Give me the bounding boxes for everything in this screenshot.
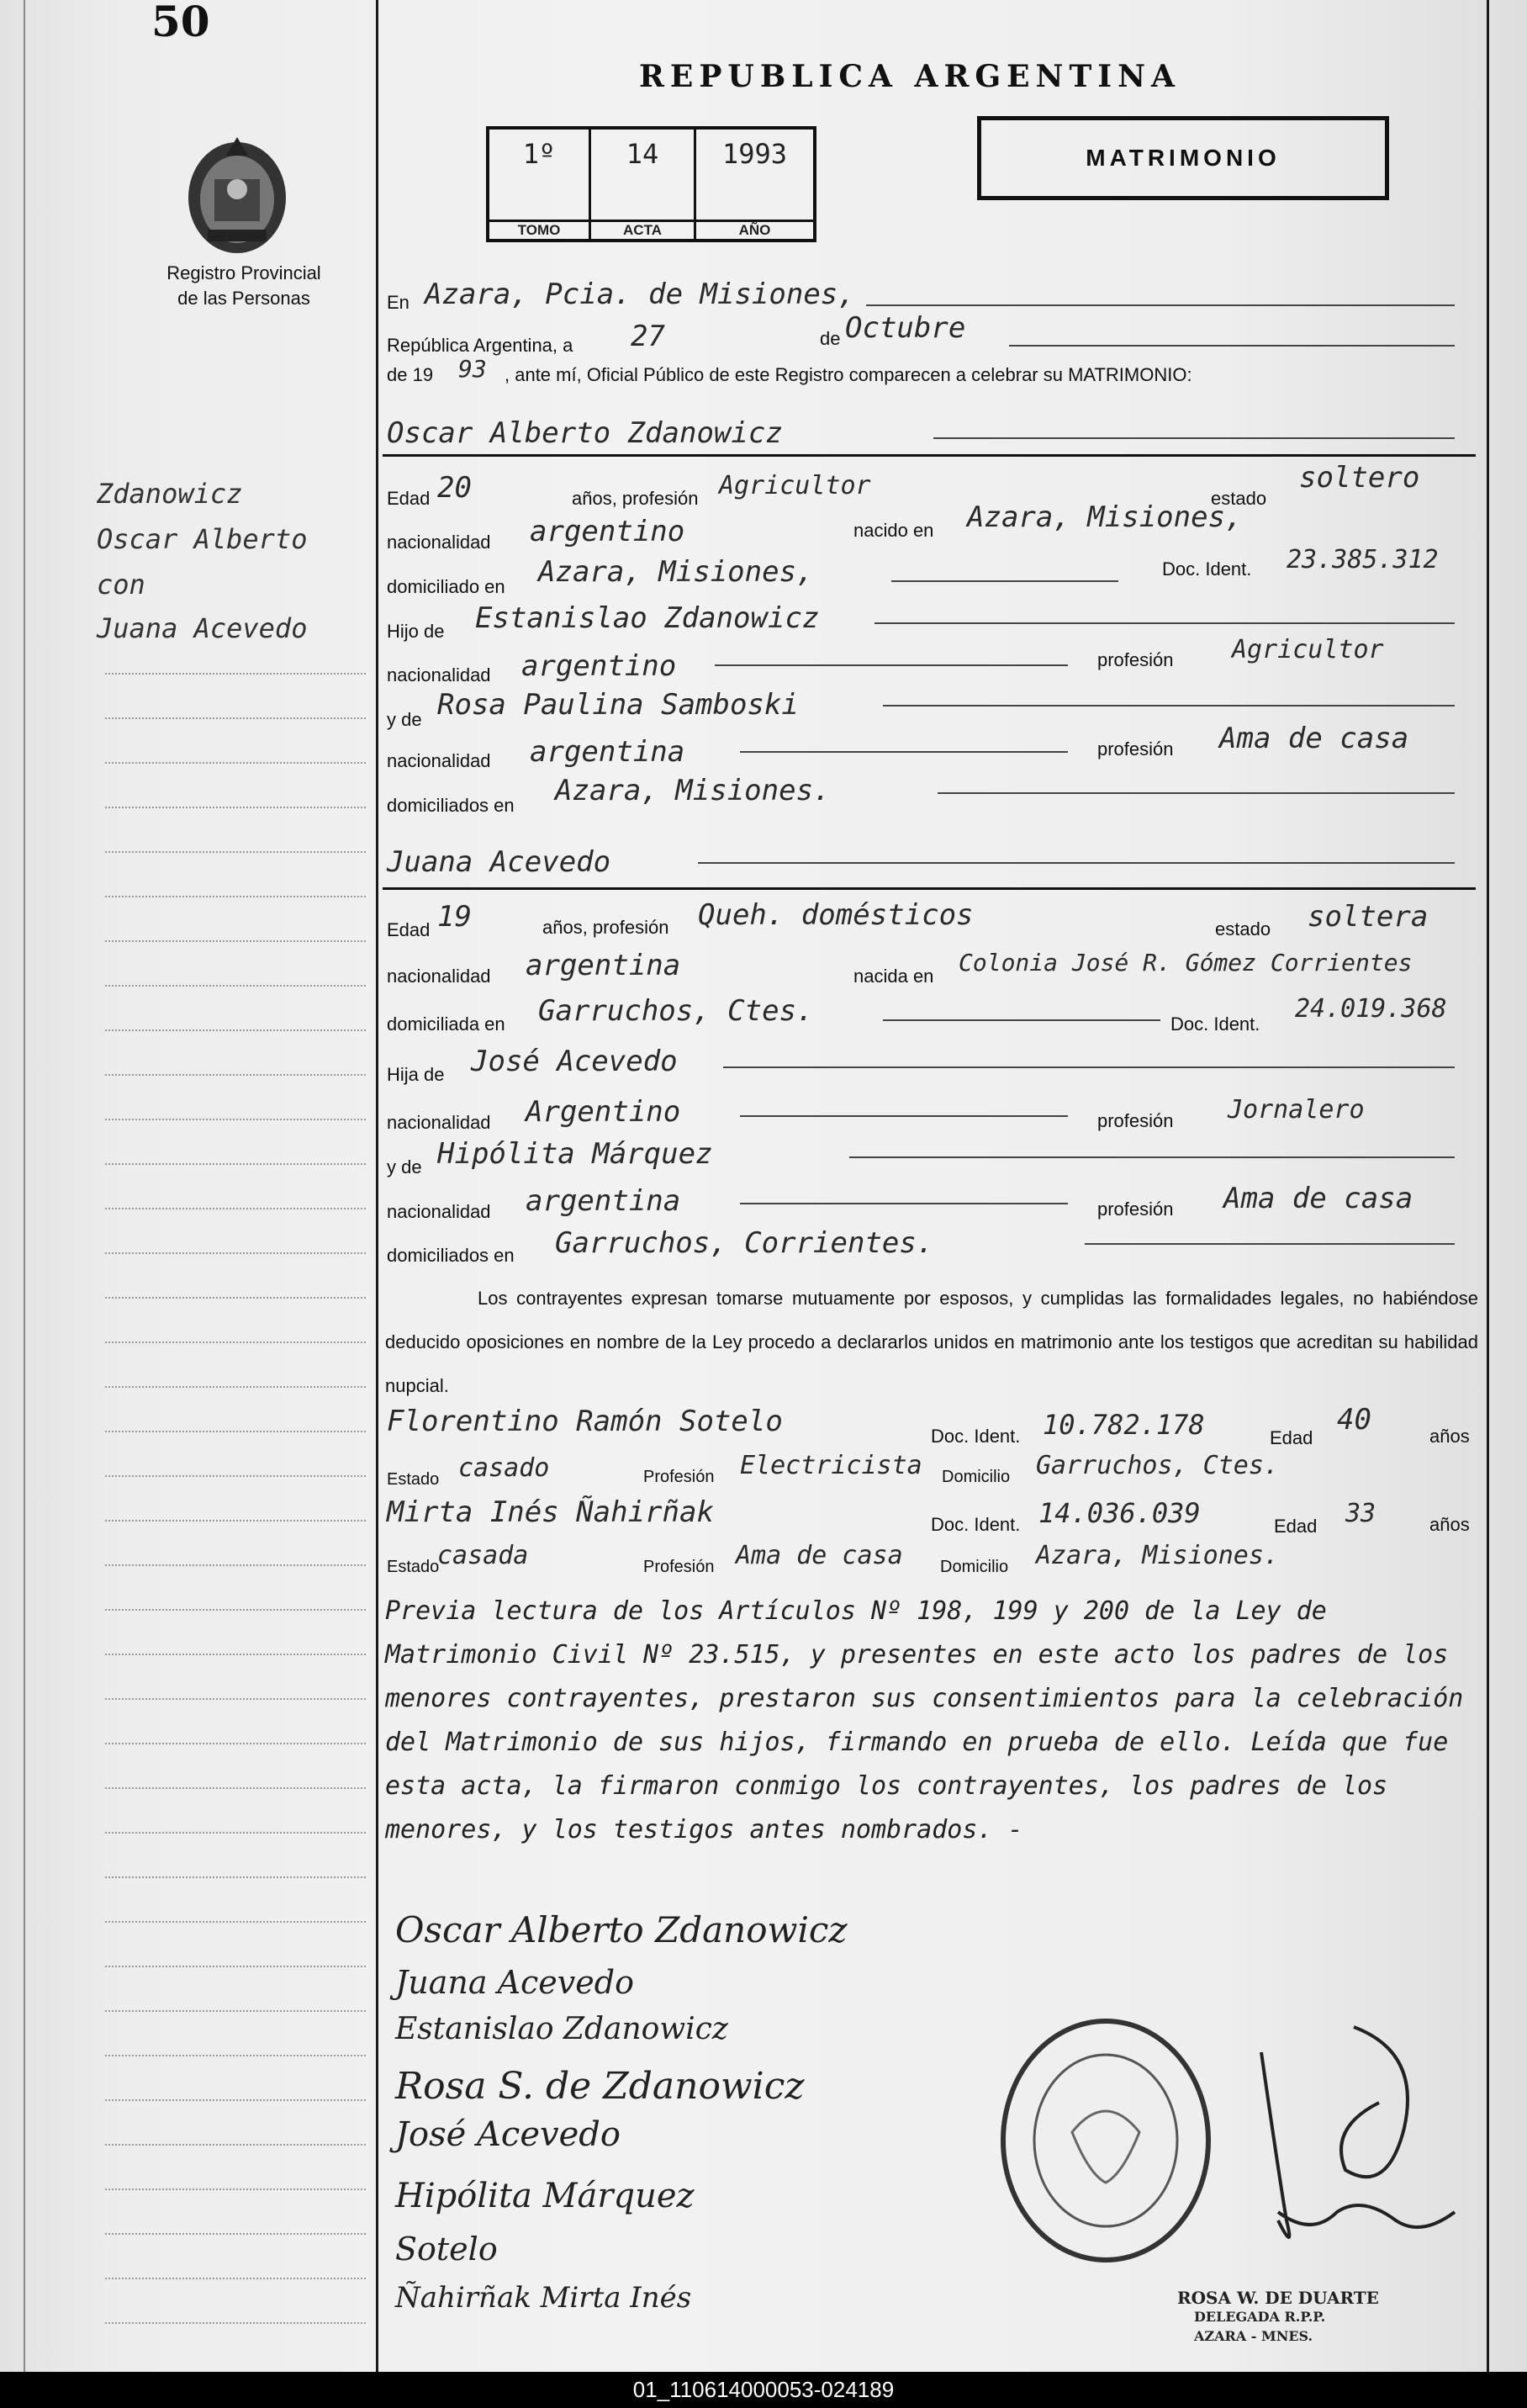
witness2-prof-label: Profesión [643,1558,715,1576]
groom-name: Oscar Alberto Zdanowicz [387,416,783,450]
bride-padre: José Acevedo [471,1045,678,1078]
signature-groom: Oscar Alberto Zdanowicz [395,1909,848,1950]
bride-doms: Garruchos, Corrientes. [555,1226,934,1260]
groom-doms-label: domiciliados en [387,795,515,816]
witness1-name: Florentino Ramón Sotelo [387,1405,783,1438]
margin-rule-line [105,2322,366,2324]
intro-de-label: de [820,328,841,349]
groom-padre-nac: argentino [521,649,677,683]
country-heading: REPUBLICA ARGENTINA [639,59,1181,94]
groom-padre-prof: Agricultor [1232,635,1384,664]
groom-madre-prof-label: profesión [1097,738,1174,759]
fill-line [866,304,1455,306]
margin-rule-line [105,940,366,942]
fill-line [723,1066,1455,1068]
margin-rule-line [105,2099,366,2101]
groom-estado-label: estado [1211,488,1267,509]
margin-rule-line [105,1876,366,1878]
margin-rule-line [105,1654,366,1655]
margin-rule-line [105,1208,366,1209]
binding-edge [24,0,25,2372]
margin-note-line: con [97,569,145,601]
groom-doc-label: Doc. Ident. [1162,558,1252,580]
fill-line [715,664,1068,666]
margin-note-line: Oscar Alberto [97,523,308,555]
witness2-doc-label: Doc. Ident. [931,1514,1021,1535]
fill-line [1085,1243,1455,1245]
bride-madre-nac: argentina [526,1184,681,1218]
margin-rule-line [105,896,366,897]
witness2-doc: 14.036.039 [1038,1497,1201,1529]
margin-rule-line [105,2010,366,2012]
acta-cell [591,130,696,239]
groom-prof-label: años, profesión [572,488,699,509]
signature-witness-1: Sotelo [395,2231,498,2268]
groom-madre: Rosa Paulina Samboski [437,688,799,722]
registry-seal-icon [996,2014,1215,2267]
witness1-anios: años [1429,1426,1470,1447]
registry-name [109,261,378,311]
column-divider [376,0,378,2372]
acta-label: ACTA [591,220,694,239]
margin-rule-line [105,2188,366,2190]
margin-rule-line [105,717,366,719]
witness2-estado-label: Estado [387,1558,440,1576]
fill-line [698,862,1455,864]
bride-madre-prof-label: profesión [1097,1199,1174,1220]
groom-profesion: Agricultor [719,471,871,500]
groom-madre-label: y de [387,709,422,730]
signature-bride-mother: Hipólita Márquez [395,2177,695,2215]
bride-madre: Hipólita Márquez [437,1137,713,1171]
witness2-dom-label: Domicilio [940,1558,1009,1576]
intro-day: 27 [631,320,665,353]
bride-prof-label: años, profesión [542,917,669,938]
witness1-edad-label: Edad [1270,1427,1313,1448]
bride-edad: 19 [437,900,472,934]
intro-republica-label: República Argentina, a [387,335,573,356]
declaration-text: Los contrayentes expresan tomarse mutuamente por esposos, y cumplidas las formalidades legales, no habiéndose deducido oposiciones en nombre de la Ley procedo a declararlos unidos en matrimonio ante los testigos que acreditan su habilidad nupcial. [385,1288,1478,1396]
witness2-edad-label: Edad [1274,1516,1318,1537]
bride-madre-nac-label: nacionalidad [387,1201,491,1222]
intro-place: Azara, Pcia. de Misiones, [425,278,855,311]
intro-year-suffix: 93 [458,355,487,383]
fill-line [891,580,1118,582]
witness1-doc-label: Doc. Ident. [931,1426,1021,1447]
bride-padre-prof-label: profesión [1097,1110,1174,1131]
groom-edad-label: Edad [387,488,431,509]
margin-rule-line [105,1386,366,1388]
margin-rule-line [105,2144,366,2146]
margin-rule-line [105,1252,366,1254]
witness1-prof-label: Profesión [643,1468,715,1486]
groom-padre-prof-label: profesión [1097,649,1174,670]
margin-rule-line [105,1475,366,1477]
fill-line [740,751,1068,753]
registry-line-1: Registro Provincial [166,262,321,283]
bride-padre-nac-label: nacionalidad [387,1112,491,1133]
margin-rule-line [105,1342,366,1343]
witness2-anios: años [1429,1514,1470,1535]
margin-rule-line [105,985,366,987]
witness1-dom: Garruchos, Ctes. [1036,1451,1279,1480]
officer-signature-icon [1228,2002,1480,2271]
margin-rule-line [105,2055,366,2056]
margin-rule-line [105,1119,366,1120]
bride-doc-label: Doc. Ident. [1170,1013,1260,1035]
signature-groom-mother: Rosa S. de Zdanowicz [395,2065,805,2108]
tomo-label: TOMO [489,220,589,239]
fill-line [933,437,1455,439]
officer-stamp-title: DELEGADA R.P.P. [1194,2309,1326,2325]
intro-en-label: En [387,292,409,313]
margin-rule-line [105,673,366,675]
margin-rule-line [105,1163,366,1165]
margin-rule-line [105,1297,366,1299]
bride-nacionalidad: argentina [526,949,681,982]
page-number: 50 [151,0,210,46]
groom-estado: soltero [1299,461,1420,495]
fill-line [874,622,1455,624]
bride-dom-label: domiciliada en [387,1013,505,1035]
witness1-estado-label: Estado [387,1470,440,1489]
margin-rule-line [105,1966,366,1967]
witness1-doc: 10.782.178 [1043,1409,1205,1441]
fill-line [883,1019,1160,1021]
witness1-estado: casado [458,1453,550,1483]
consent-note: Previa lectura de los Artículos Nº 198, 199 y 200 de la Ley de Matrimonio Civil Nº 23.515, y presentes en este acto los padres de los menores contrayentes, prestaron sus consentimientos para la celebración del Matrimonio de sus hijos, firmando en prueba de ello. Leída que fue esta acta, la firmaron conmigo los contrayentes, los padres de los menores, y los testigos antes nombrados. - [385,1596,1464,1844]
witness2-estado: casada [437,1541,529,1570]
section-divider [383,887,1476,890]
groom-padre-nac-label: nacionalidad [387,664,491,685]
province-crest-icon [181,130,294,257]
witness1-edad: 40 [1337,1403,1371,1437]
groom-doms: Azara, Misiones. [555,774,831,807]
witness2-dom: Azara, Misiones. [1036,1541,1279,1570]
bride-nac-label: nacionalidad [387,966,491,987]
groom-madre-prof: Ama de casa [1219,722,1409,755]
margin-rule-line [105,2278,366,2279]
groom-edad: 20 [437,471,472,505]
intro-year-prefix: de 19 [387,364,434,385]
fill-line [1009,345,1455,347]
right-border [1487,0,1489,2372]
bride-hija-label: Hija de [387,1064,445,1085]
bride-padre-prof: Jornalero [1228,1095,1365,1125]
witness2-edad: 33 [1345,1499,1376,1528]
groom-nacionalidad: argentino [530,515,685,548]
bride-doc: 24.019.368 [1295,994,1447,1024]
footer-identifier: 01_110614000053-024189 [632,2377,895,2402]
margin-rule-line [105,1698,366,1700]
intro-month: Octubre [845,311,966,345]
signature-witness-2: Ñahirñak Mirta Inés [395,2281,692,2315]
margin-rule-line [105,1743,366,1744]
groom-doc: 23.385.312 [1287,545,1439,574]
margin-rule-line [105,851,366,853]
margin-rule-line [105,807,366,808]
groom-nacido: Azara, Misiones, [967,500,1243,534]
witness2-prof: Ama de casa [736,1541,903,1570]
fill-line [849,1156,1455,1158]
signature-bride: Juana Acevedo [395,1964,634,2001]
signature-bride-father: José Acevedo [395,2115,621,2154]
groom-padre: Estanislao Zdanowicz [475,601,820,635]
groom-domicilio: Azara, Misiones, [538,555,814,589]
tomo-cell [489,130,591,239]
margin-note-line: Zdanowicz [97,478,243,510]
witness1-dom-label: Domicilio [942,1468,1011,1486]
fill-line [938,792,1455,794]
ano-cell [696,130,813,239]
bride-madre-label: y de [387,1156,422,1178]
bride-padre-nac: Argentino [526,1095,681,1129]
record-type-box: MATRIMONIO [977,116,1389,200]
margin-rule-line [105,2233,366,2235]
groom-nac-label: nacionalidad [387,532,491,553]
tomo-value: 1º [522,138,556,170]
bride-doms-label: domiciliados en [387,1245,515,1266]
officer-stamp-name: ROSA W. DE DUARTE [1177,2288,1379,2308]
margin-rule-line [105,1787,366,1789]
record-number-box [486,126,816,242]
ano-value: 1993 [721,138,788,170]
witness2-name: Mirta Inés Ñahirñak [387,1495,714,1529]
intro-sentence: , ante mí, Oficial Público de este Registro comparecen a celebrar su MATRIMONIO: [505,364,1192,385]
groom-hijo-label: Hijo de [387,621,445,642]
bride-nacida: Colonia José R. Gómez Corrientes [959,949,1413,976]
ano-label: AÑO [696,220,813,239]
groom-dom-label: domiciliado en [387,576,505,597]
signature-groom-father: Estanislao Zdanowicz [395,2012,728,2046]
bride-madre-prof: Ama de casa [1223,1182,1413,1215]
bride-domicilio: Garruchos, Ctes. [538,994,814,1028]
fill-line [883,705,1455,707]
officer-stamp-place: AZARA - MNES. [1194,2328,1313,2344]
bride-profesion: Queh. domésticos [698,898,974,932]
fill-line [740,1115,1068,1117]
margin-rule-line [105,1832,366,1834]
registry-line-2: de las Personas [177,288,310,309]
margin-rule-line [105,1074,366,1076]
section-divider [383,454,1476,457]
margin-rule-line [105,762,366,764]
margin-rule-line [105,1564,366,1566]
bride-name: Juana Acevedo [387,845,611,879]
groom-nacido-label: nacido en [853,520,934,541]
fill-line [740,1203,1068,1204]
margin-rule-line [105,1029,366,1031]
margin-note-line: Juana Acevedo [97,612,308,644]
bride-edad-label: Edad [387,919,431,940]
margin-rule-line [105,1609,366,1611]
bride-estado-label: estado [1215,918,1271,939]
acta-value: 14 [626,138,659,170]
margin-rule-line [105,1921,366,1923]
margin-rule-line [105,1431,366,1432]
witness1-prof: Electricista [740,1451,922,1480]
groom-madre-nac-label: nacionalidad [387,750,491,771]
bride-estado: soltera [1308,900,1429,934]
groom-madre-nac: argentina [530,735,685,769]
bride-nacida-label: nacida en [853,966,934,987]
margin-rule-line [105,1520,366,1522]
